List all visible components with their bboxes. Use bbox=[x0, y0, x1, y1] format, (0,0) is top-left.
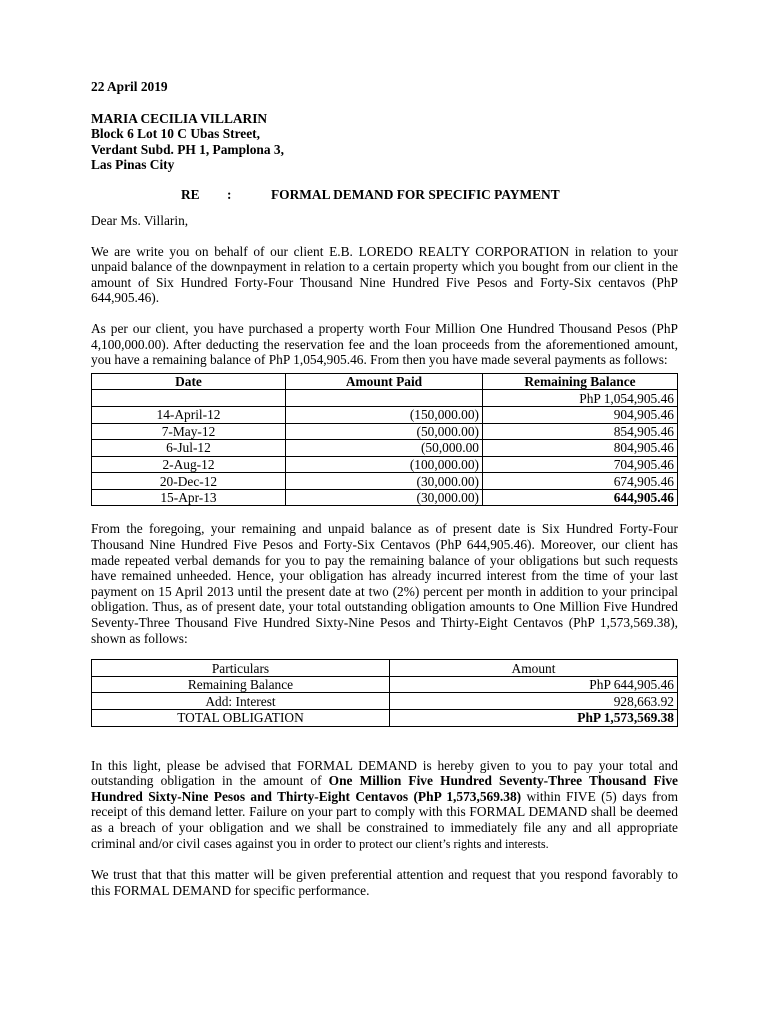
re-label: RE bbox=[181, 186, 200, 202]
payment-date bbox=[92, 390, 286, 407]
address-line-2: Verdant Subd. PH 1, Pamplona 3, bbox=[91, 141, 284, 157]
payment-date: 20-Dec-12 bbox=[92, 473, 286, 490]
paragraph-2: As per our client, you have purchased a property worth Four Million One Hundred Thousand Pesos (PhP 4,100,000.00). After deducting the reservation fee and the loan proceeds from the aforementioned amount, you have a remaining balance of PhP 1,054,905.46. From then you have made several payments as follows: bbox=[91, 320, 678, 368]
address-line-1: Block 6 Lot 10 C Ubas Street, bbox=[91, 126, 260, 142]
payment-date: 14-April-12 bbox=[92, 406, 286, 423]
payment-amount: (50,000.00) bbox=[286, 423, 483, 440]
remaining-balance: 674,905.46 bbox=[483, 473, 678, 490]
paragraph-5: We trust that that this matter will be given preferential attention and request that you respond favorably to this FORMAL DEMAND for specific performance. bbox=[91, 867, 678, 898]
table-row bbox=[92, 710, 678, 727]
amount-total: PhP 1,573,569.38 bbox=[390, 710, 678, 727]
payment-date: 7-May-12 bbox=[92, 423, 286, 440]
recipient-address bbox=[91, 111, 678, 173]
obligation-table bbox=[91, 659, 678, 726]
subject-line bbox=[91, 187, 678, 203]
header-remaining-balance: Remaining Balance bbox=[483, 373, 678, 390]
amount: 928,663.92 bbox=[390, 693, 678, 710]
remaining-balance: 804,905.46 bbox=[483, 440, 678, 457]
payment-amount: (30,000.00) bbox=[286, 473, 483, 490]
remaining-balance: 854,905.46 bbox=[483, 423, 678, 440]
recipient-name: MARIA CECILIA VILLARIN bbox=[91, 110, 268, 126]
re-subject: FORMAL DEMAND FOR SPECIFIC PAYMENT bbox=[271, 186, 560, 202]
payment-amount: (50,000.00 bbox=[286, 440, 483, 457]
table-row bbox=[92, 489, 678, 506]
payment-date: 6-Jul-12 bbox=[92, 440, 286, 457]
paragraph-4-tail: protect our client’s rights and interests. bbox=[359, 836, 549, 851]
remaining-balance: PhP 1,054,905.46 bbox=[483, 390, 678, 407]
payment-date: 15-Apr-13 bbox=[92, 489, 286, 506]
payment-amount: (100,000.00) bbox=[286, 456, 483, 473]
table-row bbox=[92, 693, 678, 710]
header-amount-paid: Amount Paid bbox=[286, 373, 483, 390]
paragraph-4 bbox=[91, 758, 678, 853]
paragraph-4-end: within FIVE (5) days from receipt of this demand letter. Failure on your part to comply with this FORMAL DEMAND shall be deemed as a breach of your obligation and we shall be constrained to immediately file any and all appropriate criminal and/or civil cases against you in order to bbox=[91, 788, 678, 851]
particular-total: TOTAL OBLIGATION bbox=[92, 710, 390, 727]
re-colon: : bbox=[227, 186, 232, 202]
particular: Add: Interest bbox=[92, 693, 390, 710]
table-row bbox=[92, 440, 678, 457]
table-row bbox=[92, 390, 678, 407]
paragraph-4-start: In this light, please be advised that FORMAL DEMAND is hereby given to you to pay your total and outstanding obligation in the amount of bbox=[91, 757, 678, 789]
table-row bbox=[92, 676, 678, 693]
remaining-balance-final: 644,905.46 bbox=[483, 489, 678, 506]
paragraph-4-bold-amount: One Million Five Hundred Seventy-Three Thousand Five Hundred Sixty-Nine Pesos and Thirty-Eight Centavos (PhP 1,573,569.38) bbox=[91, 773, 678, 804]
table-row bbox=[92, 423, 678, 440]
payment-amount bbox=[286, 390, 483, 407]
payment-date: 2-Aug-12 bbox=[92, 456, 286, 473]
paragraph-1: We are write you on behalf of our client E.B. LOREDO REALTY CORPORATION in relation to your unpaid balance of the downpayment in relation to a certain property which you bought from our client in the amount of Six Hundred Forty-Four Thousand Nine Hundred Five Pesos and Forty-Six centavos (PhP 644,905.46). bbox=[91, 243, 678, 306]
table-row bbox=[92, 406, 678, 423]
paragraph-3: From the foregoing, your remaining and unpaid balance as of present date is Six Hundred Forty-Four Thousand Nine Hundred Five Pesos and Forty-Six Centavos (PhP 644,905.46). Moreover, our client has made repeated verbal demands for you to pay the remaining balance of your obligations but such requests have remained unheeded. Hence, your obligation has already incurred interest from the time of your last payment on 15 April 2013 until the present date at two (2%) percent per month in addition to your principal obligation. Thus, as of present date, your total outstanding obligation amounts to One Million Five Hundred Seventy-Three Thousand Five Hundred Sixty-Nine Pesos and Thirty-Eight Centavos (PhP 1,573,569.38), shown as follows: bbox=[91, 521, 678, 646]
table-row bbox=[92, 473, 678, 490]
table-row bbox=[92, 456, 678, 473]
payments-table-header bbox=[92, 373, 678, 390]
letter-page bbox=[91, 79, 678, 898]
header-particulars: Particulars bbox=[92, 660, 390, 677]
amount: PhP 644,905.46 bbox=[390, 676, 678, 693]
letter-date: 22 April 2019 bbox=[91, 79, 168, 94]
payment-amount: (30,000.00) bbox=[286, 489, 483, 506]
remaining-balance: 704,905.46 bbox=[483, 456, 678, 473]
salutation: Dear Ms. Villarin, bbox=[91, 212, 189, 228]
payments-table bbox=[91, 373, 678, 507]
header-amount: Amount bbox=[390, 660, 678, 677]
header-date: Date bbox=[92, 373, 286, 390]
particular: Remaining Balance bbox=[92, 676, 390, 693]
obligation-table-header bbox=[92, 660, 678, 677]
payment-amount: (150,000.00) bbox=[286, 406, 483, 423]
address-line-3: Las Pinas City bbox=[91, 157, 175, 173]
remaining-balance: 904,905.46 bbox=[483, 406, 678, 423]
